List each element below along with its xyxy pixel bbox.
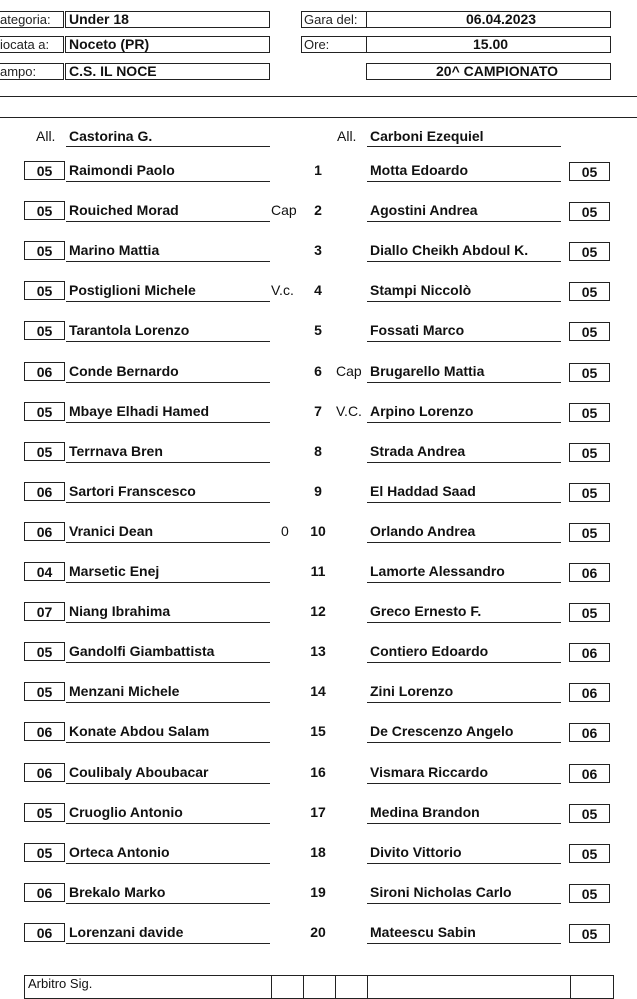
- coach-left-label: All.: [36, 128, 56, 144]
- left-player-name: Orteca Antonio: [69, 844, 170, 860]
- right-year-box: 06: [569, 723, 610, 742]
- right-name-underline: [367, 863, 561, 864]
- left-name-underline: [66, 382, 270, 383]
- left-year-box: 05: [24, 161, 65, 180]
- left-year-box: 05: [24, 281, 65, 300]
- right-name-underline: [367, 542, 561, 543]
- shirt-number: 10: [310, 523, 326, 539]
- left-player-name: Terrnava Bren: [69, 443, 163, 459]
- right-player-name: Zini Lorenzo: [370, 683, 454, 699]
- right-year-box: 05: [569, 804, 610, 823]
- right-year-box: 05: [569, 603, 610, 622]
- right-year-box: 05: [569, 884, 610, 903]
- right-player-name: Strada Andrea: [370, 443, 466, 459]
- shirt-number: 15: [310, 723, 326, 739]
- right-player-role: V.C.: [336, 403, 362, 419]
- shirt-number: 4: [314, 282, 322, 298]
- left-name-underline: [66, 341, 270, 342]
- right-year-box: 06: [569, 643, 610, 662]
- shirt-number: 6: [314, 363, 322, 379]
- gara-value: 06.04.2023: [466, 11, 537, 27]
- left-name-underline: [66, 502, 270, 503]
- left-name-underline: [66, 422, 270, 423]
- right-name-underline: [367, 462, 561, 463]
- right-year-box: 05: [569, 523, 610, 542]
- shirt-number: 7: [314, 403, 322, 419]
- shirt-number: 16: [310, 764, 326, 780]
- right-name-underline: [367, 702, 561, 703]
- coach-right-underline: [367, 146, 561, 147]
- right-player-name: Agostini Andrea: [370, 202, 478, 218]
- coach-left-underline: [66, 146, 270, 147]
- right-player-name: Fossati Marco: [370, 322, 465, 338]
- referee-cell: [272, 976, 304, 999]
- referee-cell: [571, 976, 614, 999]
- left-year-box: 05: [24, 442, 65, 461]
- left-player-role: Cap: [271, 202, 297, 218]
- shirt-number: 11: [310, 563, 326, 579]
- left-year-box: 07: [24, 602, 65, 621]
- left-year-box: 05: [24, 321, 65, 340]
- right-year-box: 05: [569, 363, 610, 382]
- left-player-name: Raimondi Paolo: [69, 162, 175, 178]
- left-player-name: Gandolfi Giambattista: [69, 643, 215, 659]
- left-year-box: 05: [24, 402, 65, 421]
- shirt-number: 20: [310, 924, 326, 940]
- left-name-underline: [66, 662, 270, 663]
- right-player-name: Greco Ernesto F.: [370, 603, 482, 619]
- right-name-underline: [367, 301, 561, 302]
- coach-right-label: All.: [337, 128, 357, 144]
- left-name-underline: [66, 903, 270, 904]
- giocata-value: Noceto (PR): [69, 36, 150, 52]
- right-name-underline: [367, 662, 561, 663]
- right-player-name: Brugarello Mattia: [370, 363, 485, 379]
- right-year-box: 05: [569, 202, 610, 221]
- right-name-underline: [367, 341, 561, 342]
- right-name-underline: [367, 422, 561, 423]
- shirt-number: 5: [314, 322, 322, 338]
- right-player-name: Sironi Nicholas Carlo: [370, 884, 512, 900]
- right-year-box: 05: [569, 844, 610, 863]
- left-name-underline: [66, 823, 270, 824]
- left-player-name: Vranici Dean: [69, 523, 154, 539]
- separator-line: [0, 117, 637, 118]
- referee-cell: [368, 976, 571, 999]
- referee-cell: [336, 976, 368, 999]
- giocata-label: iocata a:: [0, 37, 50, 52]
- left-year-box: 05: [24, 682, 65, 701]
- left-year-box: 06: [24, 482, 65, 501]
- shirt-number: 14: [310, 683, 326, 699]
- left-player-name: Conde Bernardo: [69, 363, 179, 379]
- shirt-number: 8: [314, 443, 322, 459]
- right-player-name: De Crescenzo Angelo: [370, 723, 514, 739]
- right-player-name: Lamorte Alessandro: [370, 563, 505, 579]
- left-year-box: 06: [24, 763, 65, 782]
- referee-table: [24, 975, 614, 999]
- right-year-box: 05: [569, 242, 610, 261]
- right-name-underline: [367, 903, 561, 904]
- ore-label: Ore:: [304, 37, 330, 52]
- left-name-underline: [66, 702, 270, 703]
- right-player-name: Vismara Riccardo: [370, 764, 489, 780]
- right-year-box: 05: [569, 282, 610, 301]
- left-player-name: Mbaye Elhadi Hamed: [69, 403, 210, 419]
- right-year-box: 05: [569, 162, 610, 181]
- left-name-underline: [66, 542, 270, 543]
- shirt-number: 2: [314, 202, 322, 218]
- shirt-number: 13: [310, 643, 326, 659]
- left-year-box: 05: [24, 843, 65, 862]
- shirt-number: 18: [310, 844, 326, 860]
- categoria-value: Under 18: [69, 11, 129, 27]
- right-player-name: Stampi Niccolò: [370, 282, 472, 298]
- right-name-underline: [367, 261, 561, 262]
- left-player-name: Brekalo Marko: [69, 884, 166, 900]
- left-player-name: Marino Mattia: [69, 242, 160, 258]
- left-year-box: 05: [24, 241, 65, 260]
- left-name-underline: [66, 582, 270, 583]
- arbitro-label: Arbitro Sig.: [25, 976, 272, 999]
- left-player-name: Postiglioni Michele: [69, 282, 196, 298]
- left-player-name: Sartori Franscesco: [69, 483, 196, 499]
- left-player-name: Tarantola Lorenzo: [69, 322, 190, 338]
- shirt-number: 17: [310, 804, 326, 820]
- right-player-name: Medina Brandon: [370, 804, 480, 820]
- right-player-name: Motta Edoardo: [370, 162, 468, 178]
- shirt-number: 19: [310, 884, 326, 900]
- right-player-name: Orlando Andrea: [370, 523, 476, 539]
- right-player-name: Contiero Edoardo: [370, 643, 489, 659]
- right-player-name: Mateescu Sabin: [370, 924, 476, 940]
- left-name-underline: [66, 261, 270, 262]
- left-year-box: 04: [24, 562, 65, 581]
- campo-label: ampo:: [0, 64, 37, 79]
- left-year-box: 06: [24, 923, 65, 942]
- left-year-box: 06: [24, 362, 65, 381]
- left-year-box: 06: [24, 722, 65, 741]
- right-year-box: 05: [569, 322, 610, 341]
- right-name-underline: [367, 622, 561, 623]
- left-name-underline: [66, 462, 270, 463]
- left-player-name: Coulibaly Aboubacar: [69, 764, 209, 780]
- left-year-box: 06: [24, 883, 65, 902]
- left-name-underline: [66, 301, 270, 302]
- right-year-box: 05: [569, 443, 610, 462]
- right-name-underline: [367, 742, 561, 743]
- right-player-name: Diallo Cheikh Abdoul K.: [370, 242, 529, 258]
- left-player-role: 0: [281, 523, 289, 539]
- right-year-box: 05: [569, 483, 610, 502]
- right-name-underline: [367, 181, 561, 182]
- left-player-name: Rouiched Morad: [69, 202, 179, 218]
- left-player-name: Lorenzani davide: [69, 924, 184, 940]
- left-name-underline: [66, 742, 270, 743]
- separator-line: [0, 96, 637, 97]
- ore-value: 15.00: [473, 36, 509, 52]
- right-year-box: 06: [569, 683, 610, 702]
- right-name-underline: [367, 221, 561, 222]
- shirt-number: 9: [314, 483, 322, 499]
- shirt-number: 12: [310, 603, 326, 619]
- right-year-box: 06: [569, 764, 610, 783]
- left-year-box: 05: [24, 803, 65, 822]
- right-year-box: 05: [569, 403, 610, 422]
- right-year-box: 05: [569, 924, 610, 943]
- left-player-name: Marsetic Enej: [69, 563, 160, 579]
- left-year-box: 05: [24, 642, 65, 661]
- left-player-name: Niang Ibrahima: [69, 603, 171, 619]
- referee-cell: [304, 976, 336, 999]
- left-name-underline: [66, 221, 270, 222]
- left-name-underline: [66, 181, 270, 182]
- left-player-name: Cruoglio Antonio: [69, 804, 183, 820]
- right-name-underline: [367, 943, 561, 944]
- right-player-name: Arpino Lorenzo: [370, 403, 474, 419]
- left-year-box: 06: [24, 522, 65, 541]
- right-name-underline: [367, 582, 561, 583]
- left-name-underline: [66, 622, 270, 623]
- right-player-name: El Haddad Saad: [370, 483, 476, 499]
- left-name-underline: [66, 943, 270, 944]
- right-name-underline: [367, 783, 561, 784]
- left-player-name: Konate Abdou Salam: [69, 723, 210, 739]
- left-name-underline: [66, 783, 270, 784]
- categoria-label: ategoria:: [0, 12, 51, 27]
- right-player-role: Cap: [336, 363, 362, 379]
- coach-left-name: Castorina G.: [69, 128, 153, 144]
- right-year-box: 06: [569, 563, 610, 582]
- left-year-box: 05: [24, 201, 65, 220]
- right-name-underline: [367, 502, 561, 503]
- gara-label: Gara del:: [304, 12, 358, 27]
- left-player-name: Menzani Michele: [69, 683, 180, 699]
- shirt-number: 1: [314, 162, 322, 178]
- left-name-underline: [66, 863, 270, 864]
- campionato-value: 20^ CAMPIONATO: [436, 63, 559, 79]
- right-name-underline: [367, 382, 561, 383]
- campo-value: C.S. IL NOCE: [69, 63, 157, 79]
- left-player-role: V.c.: [271, 282, 294, 298]
- shirt-number: 3: [314, 242, 322, 258]
- right-name-underline: [367, 823, 561, 824]
- right-player-name: Divito Vittorio: [370, 844, 462, 860]
- coach-right-name: Carboni Ezequiel: [370, 128, 484, 144]
